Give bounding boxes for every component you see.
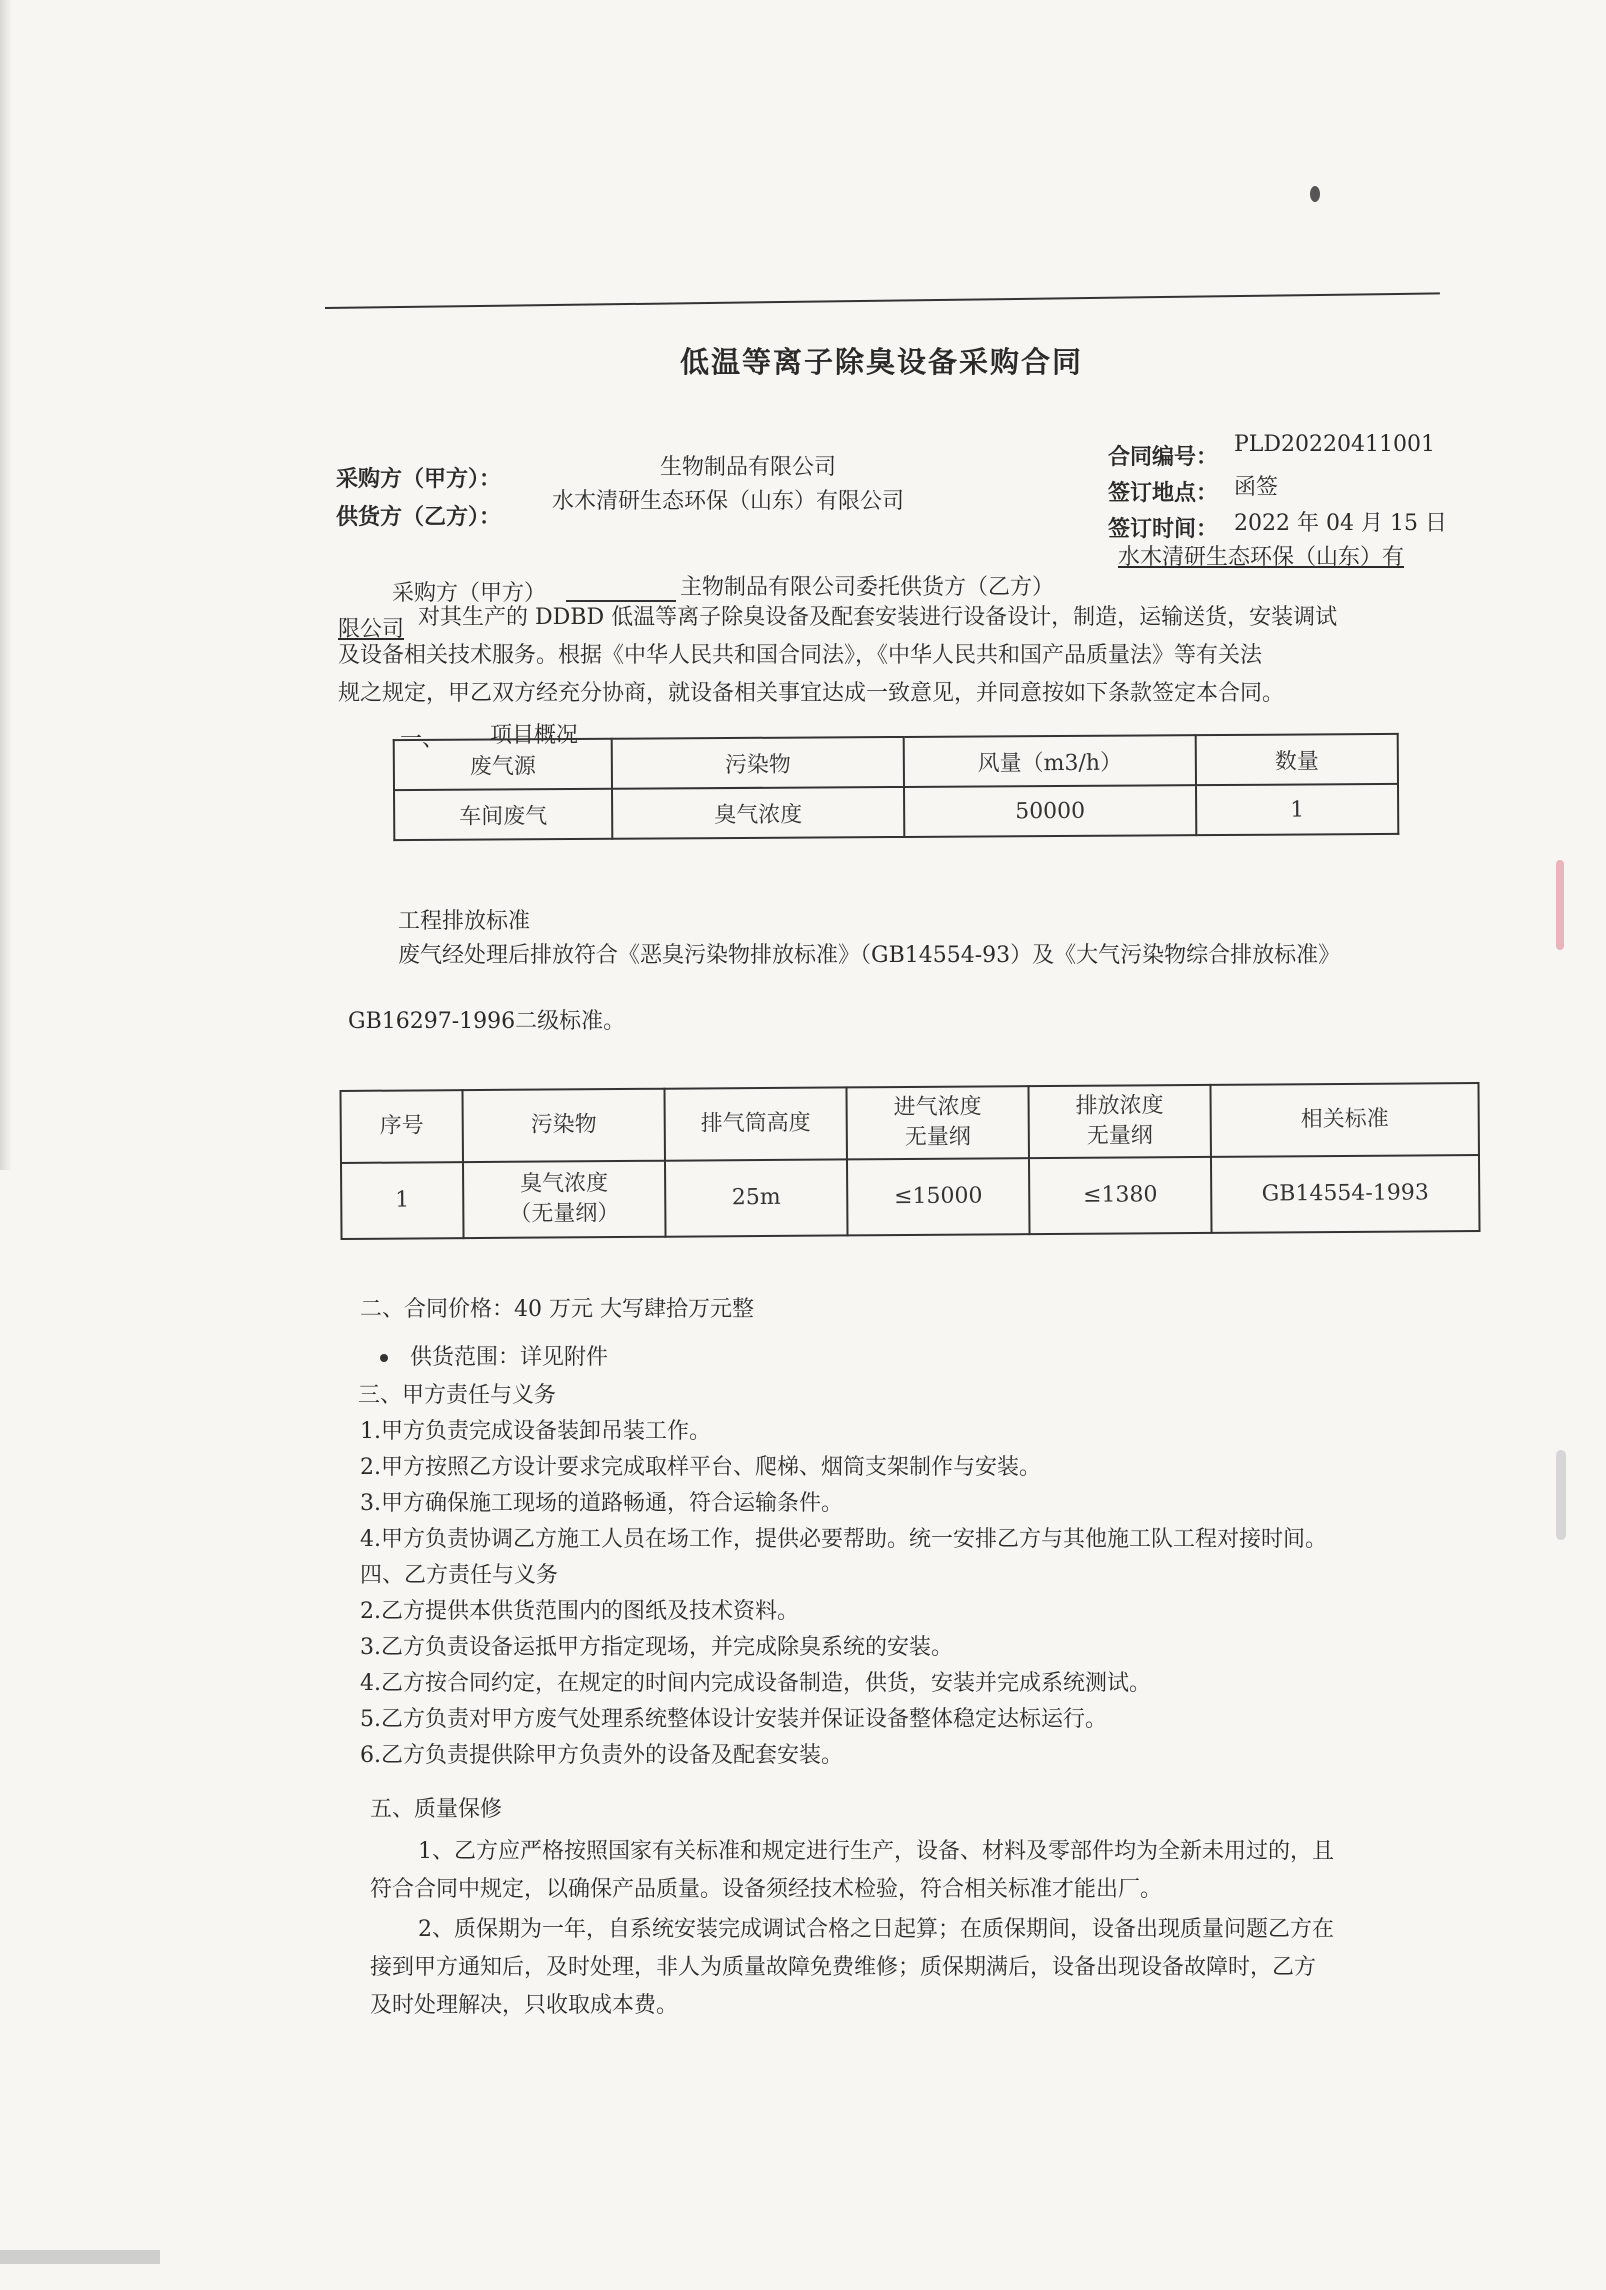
table-cell: 50000 xyxy=(904,785,1196,837)
table-header: 废气源 xyxy=(394,739,612,790)
table-header: 数量 xyxy=(1196,734,1398,785)
scan-smudge xyxy=(1556,1450,1566,1540)
table-header-row xyxy=(340,1083,1478,1163)
list-item: 3.甲方确保施工现场的道路畅通，符合运输条件。 xyxy=(360,1491,843,1516)
contract-price: 二、合同价格：40 万元 大写肆拾万元整 xyxy=(360,1297,754,1322)
supplier-label: 供货方（乙方）： xyxy=(336,504,502,530)
sign-place-value: 函签 xyxy=(1234,475,1279,500)
section1-title: 项目概况 xyxy=(490,723,579,748)
standard-line1: 废气经处理后排放符合《恶臭污染物排放标准》（GB14554-93）及《大气污染物综合排放标准》 xyxy=(398,943,1341,968)
intro-buyer: 采购方（甲方） xyxy=(392,581,547,606)
header-line: 无量纲 xyxy=(904,1124,971,1151)
table-cell: 1 xyxy=(341,1162,464,1239)
buyer-value: 生物制品有限公司 xyxy=(660,455,837,480)
table-row xyxy=(341,1155,1480,1239)
table-header: 排气筒高度 xyxy=(664,1087,846,1160)
section3-title: 三、甲方责任与义务 xyxy=(358,1383,557,1408)
intro-line2: 对其生产的 DDBD 低温等离子除臭设备及配套安装进行设备设计，制造，运输送货，安装调试 xyxy=(418,605,1338,630)
table-header: 污染物 xyxy=(612,737,904,789)
header-line: 无量纲 xyxy=(1086,1123,1153,1149)
table-cell: ≤1380 xyxy=(1029,1157,1212,1234)
supply-scope xyxy=(380,1340,608,1371)
table-header: 相关标准 xyxy=(1210,1083,1478,1157)
section5-title: 五、质量保修 xyxy=(370,1797,503,1822)
sign-time-label: 签订时间： xyxy=(1108,516,1219,542)
intro-entrust: 主物制品有限公司委托供货方（乙方） xyxy=(680,575,1055,600)
warranty-p2b: 接到甲方通知后，及时处理，非人为质量故障免费维修；质保期满后，设备出现设备故障时，乙方 xyxy=(370,1955,1317,1980)
list-item: 1.甲方负责完成设备装卸吊装工作。 xyxy=(360,1419,711,1444)
intro-supplier-end: 限公司 xyxy=(338,617,405,642)
intro-line3: 及设备相关技术服务。根据《中华人民共和国合同法》，《中华人民共和国产品质量法》等有关法 xyxy=(338,643,1263,668)
cell-line: 臭气浓度 xyxy=(520,1171,609,1197)
header-line: 排放浓度 xyxy=(1075,1093,1164,1119)
table-header-row xyxy=(394,734,1398,790)
warranty-p1b: 符合合同中规定，以确保产品质量。设备须经技术检验，符合相关标准才能出厂。 xyxy=(370,1877,1163,1902)
bullet-icon xyxy=(380,1354,388,1362)
standard-line2: GB16297-1996二级标准。 xyxy=(348,1009,626,1034)
table-cell: 25m xyxy=(665,1159,848,1236)
warranty-p2c: 及时处理解决，只收取成本费。 xyxy=(370,1993,679,2018)
table-cell xyxy=(463,1161,666,1238)
table-cell: ≤15000 xyxy=(847,1158,1030,1235)
intro-supplier: 水木清研生态环保（山东）有 xyxy=(1118,545,1405,570)
scan-edge-shadow xyxy=(0,0,12,1170)
supply-scope-text: 供货范围：详见附件 xyxy=(410,1345,609,1370)
ink-mark xyxy=(1556,860,1564,950)
sign-place-label: 签订地点： xyxy=(1108,480,1219,506)
intro-blank xyxy=(566,576,676,602)
supplier-value: 水木清研生态环保（山东）有限公司 xyxy=(552,489,905,514)
list-item: 6.乙方负责提供除甲方负责外的设备及配套安装。 xyxy=(360,1743,843,1768)
contract-no-value: PLD20220411001 xyxy=(1234,432,1436,457)
list-item: 2.甲方按照乙方设计要求完成取样平台、爬梯、烟筒支架制作与安装。 xyxy=(360,1455,1041,1480)
emission-table xyxy=(339,1082,1480,1240)
section4-title: 四、乙方责任与义务 xyxy=(360,1563,559,1588)
list-item: 3.乙方负责设备运抵甲方指定现场，并完成除臭系统的安装。 xyxy=(360,1635,953,1660)
table-header xyxy=(1028,1085,1210,1158)
list-item: 2.乙方提供本供货范围内的图纸及技术资料。 xyxy=(360,1599,799,1624)
cell-line: （无量纲） xyxy=(509,1201,620,1227)
warranty-p1a: 1、乙方应严格按照国家有关标准和规定进行生产，设备、材料及零部件均为全新未用过的，且 xyxy=(418,1839,1335,1864)
table-row xyxy=(394,784,1398,840)
project-overview-table xyxy=(393,733,1400,841)
standard-title: 工程排放标准 xyxy=(398,909,531,934)
ink-spot xyxy=(1310,186,1320,202)
table-header: 序号 xyxy=(340,1090,462,1163)
header-rule xyxy=(325,292,1440,309)
table-header: 风量（m3/h） xyxy=(904,735,1196,787)
table-cell: 臭气浓度 xyxy=(612,787,904,839)
warranty-p2a: 2、质保期为一年，自系统安装完成调试合格之日起算；在质保期间，设备出现质量问题乙方在 xyxy=(418,1917,1335,1942)
intro-line4: 规之规定，甲乙双方经充分协商，就设备相关事宜达成一致意见，并同意按如下条款签定本合同。 xyxy=(338,681,1285,706)
list-item: 4.乙方按合同约定，在规定的时间内完成设备制造，供货，安装并完成系统测试。 xyxy=(360,1671,1151,1696)
scan-edge-shadow-bottom xyxy=(0,2250,160,2264)
table-cell: 1 xyxy=(1196,784,1398,835)
table-header: 污染物 xyxy=(462,1089,664,1162)
list-item: 5.乙方负责对甲方废气处理系统整体设计安装并保证设备整体稳定达标运行。 xyxy=(360,1707,1107,1732)
contract-no-label: 合同编号： xyxy=(1108,444,1219,470)
table-header xyxy=(846,1086,1028,1159)
sign-time-value: 2022 年 04 月 15 日 xyxy=(1234,511,1447,536)
table-cell: GB14554-1993 xyxy=(1211,1155,1480,1233)
list-item: 4.甲方负责协调乙方施工人员在场工作，提供必要帮助。统一安排乙方与其他施工队工程对接时间。 xyxy=(360,1527,1327,1552)
document-title: 低温等离子除臭设备采购合同 xyxy=(680,345,1084,379)
table-cell: 车间废气 xyxy=(394,789,612,840)
header-line: 进气浓度 xyxy=(893,1094,982,1121)
buyer-label: 采购方（甲方）： xyxy=(336,466,502,492)
section1-num: 一、 xyxy=(400,727,445,752)
